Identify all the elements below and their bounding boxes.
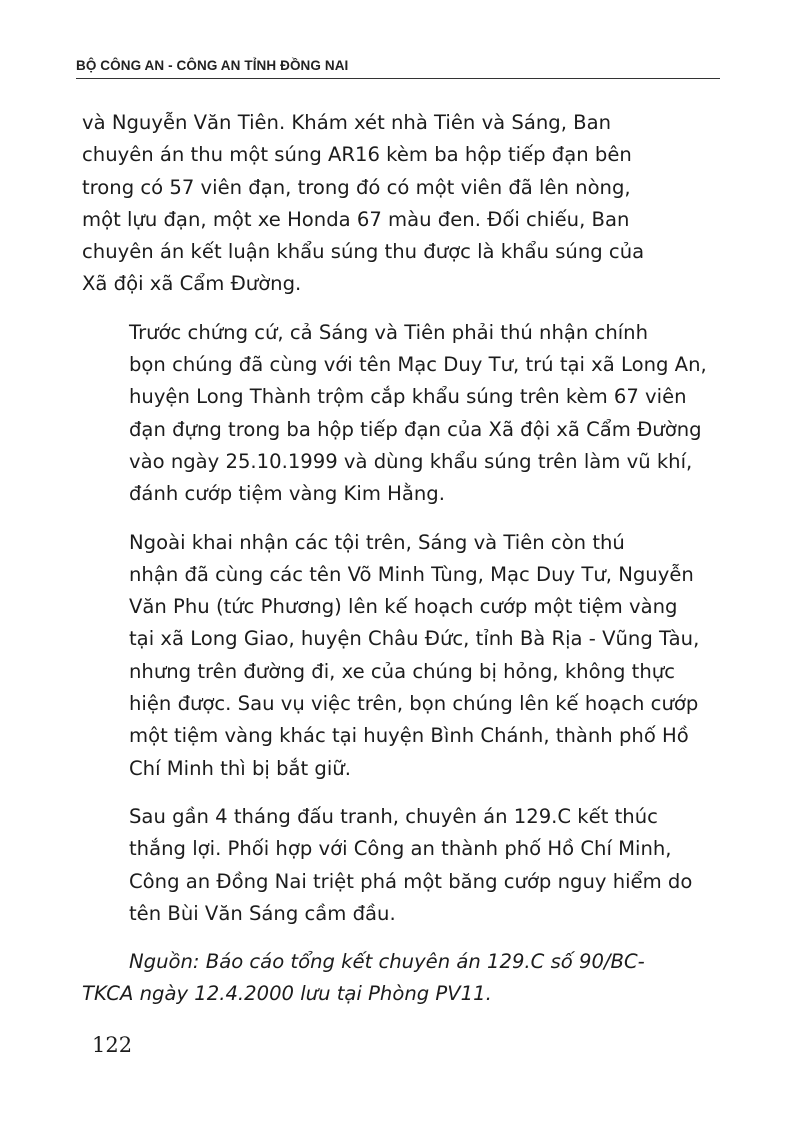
paragraph-3 xyxy=(82,527,712,785)
text-line: tên Bùi Văn Sáng cầm đầu. xyxy=(129,901,396,925)
text-line: và Nguyễn Văn Tiên. Khám xét nhà Tiên và Sáng, Ban xyxy=(82,111,612,134)
text-line: nhưng trên đường đi, xe của chúng bị hỏng, không thực xyxy=(129,659,675,683)
text-line: chuyên án thu một súng AR16 kèm ba hộp tiếp đạn bên xyxy=(82,143,632,167)
page-number: 122 xyxy=(92,1033,133,1057)
text-line: Trước chứng cứ, cả Sáng và Tiên phải thú nhận chính xyxy=(129,320,649,344)
text-line: Ngoài khai nhận các tội trên, Sáng và Tiên còn thú xyxy=(129,530,625,554)
text-line: hiện được. Sau vụ việc trên, bọn chúng lên kế hoạch cướp xyxy=(129,692,699,716)
header-rule xyxy=(76,78,720,79)
text-line: đánh cướp tiệm vàng Kim Hằng. xyxy=(129,482,445,506)
source-note-line: Nguồn: Báo cáo tổng kết chuyên án 129.C số 90/BC- xyxy=(129,950,645,974)
text-line: Công an Đồng Nai triệt phá một băng cướp nguy hiểm do xyxy=(129,869,693,893)
text-line: nhận đã cùng các tên Võ Minh Tùng, Mạc Duy Tư, Nguyễn xyxy=(129,562,694,586)
text-line: vào ngày 25.10.1999 và dùng khẩu súng trên làm vũ khí, xyxy=(129,449,693,473)
text-line: bọn chúng đã cùng với tên Mạc Duy Tư, trú tại xã Long An, xyxy=(129,353,707,377)
text-line: đạn đựng trong ba hộp tiếp đạn của Xã đội xã Cẩm Đường xyxy=(129,417,702,441)
text-line: một lựu đạn, một xe Honda 67 màu đen. Đối chiếu, Ban xyxy=(82,207,630,231)
text-line: Xã đội xã Cẩm Đường. xyxy=(82,272,302,296)
text-line: Văn Phu (tức Phương) lên kế hoạch cướp một tiệm vàng xyxy=(129,595,678,619)
source-note-line: TKCA ngày 12.4.2000 lưu tại Phòng PV11. xyxy=(82,982,492,1006)
page-body xyxy=(82,107,712,1011)
paragraph-4 xyxy=(82,801,712,930)
text-line: huyện Long Thành trộm cắp khẩu súng trên kèm 67 viên xyxy=(129,385,687,409)
source-note xyxy=(82,946,712,1011)
text-line: tại xã Long Giao, huyện Châu Đức, tỉnh Bà Rịa - Vũng Tàu, xyxy=(129,627,700,651)
text-line: một tiệm vàng khác tại huyện Bình Chánh, thành phố Hồ xyxy=(129,724,689,748)
running-header: BỘ CÔNG AN - CÔNG AN TỈNH ĐỒNG NAI xyxy=(76,58,349,73)
text-line: Chí Minh thì bị bắt giữ. xyxy=(129,756,351,780)
text-line: Sau gần 4 tháng đấu tranh, chuyên án 129.C kết thúc xyxy=(129,804,658,828)
text-line: trong có 57 viên đạn, trong đó có một viên đã lên nòng, xyxy=(82,175,631,199)
paragraph-1 xyxy=(82,107,712,301)
text-line: thắng lợi. Phối hợp với Công an thành phố Hồ Chí Minh, xyxy=(129,837,672,861)
text-line: chuyên án kết luận khẩu súng thu được là khẩu súng của xyxy=(82,240,645,264)
paragraph-2 xyxy=(82,317,712,511)
